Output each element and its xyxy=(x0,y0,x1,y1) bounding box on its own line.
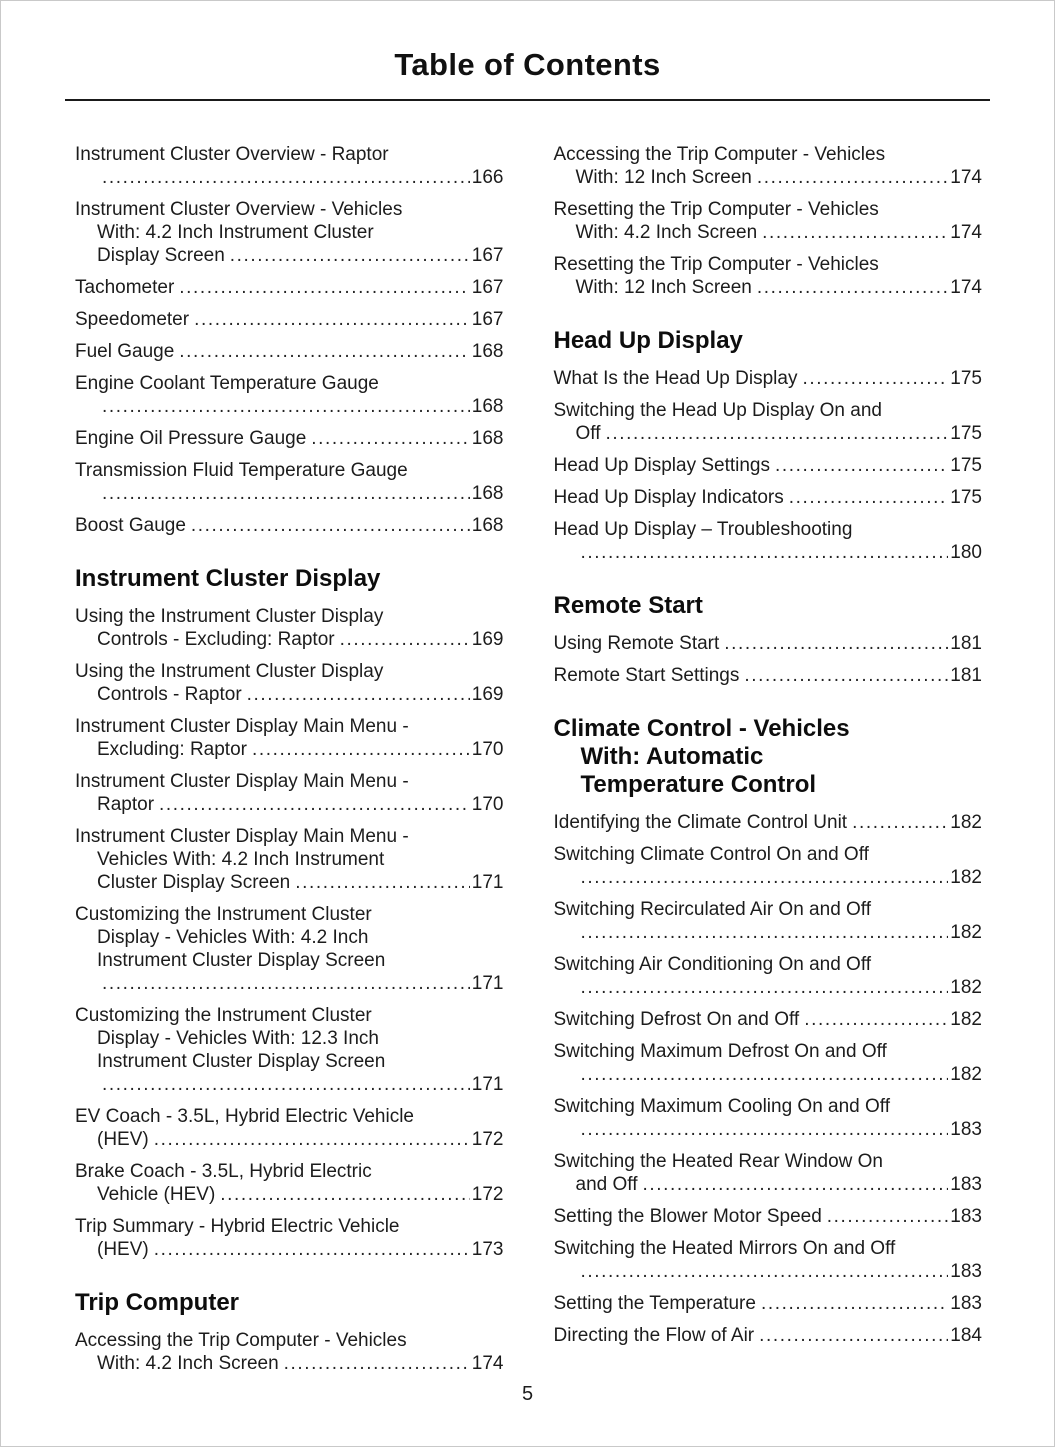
dot-leader xyxy=(340,628,470,651)
toc-entry-page: 182 xyxy=(950,1064,982,1085)
dot-leader xyxy=(744,664,948,687)
toc-entry-page: 167 xyxy=(471,245,504,266)
dot-leader xyxy=(102,1073,470,1096)
dot-leader xyxy=(775,454,948,477)
toc-entry-page: 174 xyxy=(950,167,982,188)
toc-entry-text: Setting the Blower Motor Speed xyxy=(553,1206,822,1227)
toc-entry-text: Vehicle (HEV) xyxy=(97,1184,216,1205)
toc-entry[interactable] xyxy=(75,427,504,450)
toc-entry-page: 167 xyxy=(471,309,504,330)
toc-entry-text: Accessing the Trip Computer - Vehicles xyxy=(75,1330,407,1351)
toc-entry-last-line xyxy=(75,1183,504,1206)
dot-leader xyxy=(154,1128,470,1151)
toc-entry-last-line xyxy=(554,866,983,889)
toc-entry-page: 168 xyxy=(471,483,504,504)
dot-leader xyxy=(179,340,470,363)
toc-entry[interactable] xyxy=(75,1160,504,1206)
toc-entry[interactable] xyxy=(554,898,983,944)
toc-entry-page: 182 xyxy=(950,812,982,833)
dot-leader xyxy=(102,395,470,418)
toc-entry[interactable] xyxy=(554,518,983,564)
toc-entry[interactable] xyxy=(554,664,983,687)
toc-entry[interactable] xyxy=(554,399,983,445)
toc-entry-last-line xyxy=(75,340,504,363)
section-heading-line: Climate Control - Vehicles xyxy=(553,715,850,742)
dot-leader xyxy=(220,1183,470,1206)
dot-leader xyxy=(581,1260,949,1283)
toc-entry-last-line xyxy=(554,367,983,390)
toc-entry-last-line xyxy=(75,793,504,816)
dot-leader xyxy=(581,1063,949,1086)
toc-entry-page: 183 xyxy=(950,1174,982,1195)
dot-leader xyxy=(789,486,949,509)
dot-leader xyxy=(581,541,949,564)
toc-entry-last-line xyxy=(75,628,504,651)
toc-entry-text: Using the Instrument Cluster Display xyxy=(75,606,384,627)
toc-entry[interactable] xyxy=(75,340,504,363)
toc-entry[interactable] xyxy=(75,605,504,651)
toc-entry-last-line xyxy=(75,1128,504,1151)
toc-entry-text: Brake Coach - 3.5L, Hybrid Electric xyxy=(75,1161,372,1182)
toc-entry-text: Fuel Gauge xyxy=(75,341,175,362)
toc-entry[interactable] xyxy=(75,770,504,816)
toc-entry[interactable] xyxy=(554,486,983,509)
toc-entry-page: 167 xyxy=(471,277,504,298)
toc-entry-text: Setting the Temperature xyxy=(553,1293,756,1314)
toc-entry-page: 175 xyxy=(950,487,982,508)
dot-leader xyxy=(102,972,470,995)
toc-entry-text: With: 12 Inch Screen xyxy=(575,167,752,188)
dot-leader xyxy=(581,976,949,999)
toc-entry[interactable] xyxy=(75,1105,504,1151)
toc-entry[interactable] xyxy=(554,367,983,390)
toc-entry[interactable] xyxy=(554,1205,983,1228)
toc-entry-text: Switching Maximum Defrost On and Off xyxy=(553,1041,887,1062)
toc-entry-last-line xyxy=(554,1118,983,1141)
toc-entry[interactable] xyxy=(554,1237,983,1283)
toc-entry-page: 175 xyxy=(950,455,982,476)
toc-entry-last-line xyxy=(554,541,983,564)
section-heading xyxy=(554,715,983,799)
toc-entry-page: 183 xyxy=(950,1261,982,1282)
toc-entry-text: Switching Climate Control On and Off xyxy=(553,844,869,865)
toc-entry-text: Instrument Cluster Display Main Menu - xyxy=(75,716,409,737)
section-heading-line: Head Up Display xyxy=(553,327,743,354)
toc-entry-page: 182 xyxy=(950,977,982,998)
dot-leader xyxy=(179,276,470,299)
toc-entry-text: With: 12 Inch Screen xyxy=(575,277,752,298)
toc-entry-text: Switching Air Conditioning On and Off xyxy=(553,954,872,975)
toc-entry[interactable] xyxy=(554,632,983,655)
toc-entry-last-line xyxy=(554,1205,983,1228)
toc-entry[interactable] xyxy=(75,372,504,418)
toc-column-right xyxy=(554,143,983,1356)
toc-entry-page: 170 xyxy=(471,739,504,760)
toc-column-left xyxy=(75,143,504,1384)
toc-entry-last-line xyxy=(554,1173,983,1196)
toc-entry-page: 183 xyxy=(950,1206,982,1227)
toc-entry[interactable] xyxy=(554,253,983,299)
dot-leader xyxy=(311,427,470,450)
toc-entry-text: Switching Recirculated Air On and Off xyxy=(553,899,872,920)
dot-leader xyxy=(247,683,470,706)
toc-entry-last-line xyxy=(554,1292,983,1315)
toc-entry-page: 172 xyxy=(471,1184,504,1205)
toc-entry-page: 174 xyxy=(950,222,982,243)
dot-leader xyxy=(724,632,948,655)
toc-entry[interactable] xyxy=(554,1324,983,1347)
toc-entry-text: Instrument Cluster Overview - Raptor xyxy=(75,144,389,165)
toc-entry-last-line xyxy=(554,921,983,944)
toc-entry-text: and Off xyxy=(575,1174,638,1195)
toc-entry-last-line xyxy=(554,486,983,509)
toc-entry[interactable] xyxy=(554,1095,983,1141)
toc-entry[interactable] xyxy=(554,1040,983,1086)
toc-entry-text: Remote Start Settings xyxy=(553,665,740,686)
dot-leader xyxy=(606,422,949,445)
toc-entry-page: 175 xyxy=(950,423,982,444)
toc-entry-last-line xyxy=(75,871,504,894)
dot-leader xyxy=(295,871,470,894)
toc-entry-text: Excluding: Raptor xyxy=(97,739,247,760)
toc-entry[interactable] xyxy=(554,953,983,999)
toc-entry-page: 169 xyxy=(471,629,504,650)
dot-leader xyxy=(762,221,948,244)
toc-entry-page: 171 xyxy=(471,872,504,893)
toc-entry-text: Instrument Cluster Display Screen xyxy=(97,1051,386,1072)
dot-leader xyxy=(191,514,470,537)
dot-leader xyxy=(804,1008,948,1031)
dot-leader xyxy=(581,1118,949,1141)
toc-entry[interactable] xyxy=(75,276,504,299)
toc-entry[interactable] xyxy=(554,843,983,889)
toc-entry-last-line xyxy=(554,632,983,655)
toc-entry-text: Display Screen xyxy=(97,245,225,266)
section-heading-line: With: Automatic xyxy=(580,743,764,770)
dot-leader xyxy=(802,367,948,390)
toc-entry-last-line xyxy=(75,244,504,267)
toc-entry-page: 182 xyxy=(950,1009,982,1030)
toc-entry[interactable] xyxy=(554,1008,983,1031)
toc-entry-last-line xyxy=(554,166,983,189)
toc-entry-last-line xyxy=(75,1352,504,1375)
toc-entry-last-line xyxy=(554,811,983,834)
toc-entry-last-line xyxy=(554,221,983,244)
toc-entry-text: Customizing the Instrument Cluster xyxy=(75,904,372,925)
toc-entry-text: Switching the Heated Mirrors On and Off xyxy=(553,1238,896,1259)
toc-entry-last-line xyxy=(75,276,504,299)
toc-entry-text: (HEV) xyxy=(97,1239,149,1260)
toc-entry-text: Controls - Excluding: Raptor xyxy=(97,629,335,650)
toc-entry[interactable] xyxy=(75,715,504,761)
dot-leader xyxy=(581,921,949,944)
toc-entry-text: Head Up Display Settings xyxy=(553,455,770,476)
toc-entry-page: 169 xyxy=(471,684,504,705)
toc-entry-last-line xyxy=(554,1063,983,1086)
toc-entry-last-line xyxy=(554,976,983,999)
section-heading xyxy=(554,327,983,355)
toc-entry-text: Accessing the Trip Computer - Vehicles xyxy=(553,144,886,165)
toc-entry-text: Boost Gauge xyxy=(75,515,186,536)
section-heading-line: Temperature Control xyxy=(580,771,817,798)
toc-entry[interactable] xyxy=(554,1292,983,1315)
toc-entry-last-line xyxy=(554,276,983,299)
toc-entry-page: 180 xyxy=(950,542,982,563)
toc-entry[interactable] xyxy=(75,308,504,331)
toc-entry[interactable] xyxy=(75,459,504,505)
dot-leader xyxy=(102,166,470,189)
toc-entry[interactable] xyxy=(75,1004,504,1096)
toc-entry-text: Instrument Cluster Display Main Menu - xyxy=(75,826,409,847)
toc-entry[interactable] xyxy=(554,811,983,834)
toc-entry-page: 183 xyxy=(950,1293,982,1314)
toc-entry-text: Switching Defrost On and Off xyxy=(553,1009,800,1030)
toc-entry-text: Speedometer xyxy=(75,309,190,330)
toc-entry-page: 175 xyxy=(950,368,982,389)
dot-leader xyxy=(284,1352,470,1375)
toc-entry-last-line xyxy=(75,683,504,706)
toc-entry-page: 184 xyxy=(950,1325,982,1346)
toc-entry[interactable] xyxy=(75,198,504,267)
toc-entry-page: 181 xyxy=(950,633,982,654)
toc-entry-page: 168 xyxy=(471,428,504,449)
toc-entry-last-line xyxy=(554,664,983,687)
toc-entry-text: Using the Instrument Cluster Display xyxy=(75,661,384,682)
toc-entry[interactable] xyxy=(554,198,983,244)
toc-entry-text: Instrument Cluster Display Screen xyxy=(97,950,386,971)
toc-entry-text: Switching Maximum Cooling On and Off xyxy=(553,1096,891,1117)
toc-entry-text: Resetting the Trip Computer - Vehicles xyxy=(553,254,879,275)
dot-leader xyxy=(230,244,470,267)
dot-leader xyxy=(194,308,470,331)
section-heading xyxy=(75,1289,504,1317)
toc-entry-text: Display - Vehicles With: 12.3 Inch xyxy=(97,1028,379,1049)
toc-entry-text: Engine Oil Pressure Gauge xyxy=(75,428,307,449)
toc-entry-last-line xyxy=(75,308,504,331)
toc-entry-text: Identifying the Climate Control Unit xyxy=(553,812,848,833)
toc-entry[interactable] xyxy=(554,454,983,477)
toc-entry-last-line xyxy=(75,1238,504,1261)
toc-entry-page: 168 xyxy=(471,396,504,417)
toc-entry-last-line xyxy=(554,454,983,477)
toc-entry-text: EV Coach - 3.5L, Hybrid Electric Vehicle xyxy=(75,1106,414,1127)
dot-leader xyxy=(852,811,948,834)
toc-entry-text: Tachometer xyxy=(75,277,175,298)
toc-entry-text: Directing the Flow of Air xyxy=(553,1325,755,1346)
toc-entry-page: 168 xyxy=(471,515,504,536)
toc-entry[interactable] xyxy=(554,143,983,189)
toc-entry-page: 166 xyxy=(471,167,504,188)
toc-entry-text: With: 4.2 Inch Screen xyxy=(575,222,758,243)
section-heading-line: Remote Start xyxy=(553,592,703,619)
toc-entry-text: Cluster Display Screen xyxy=(97,872,291,893)
toc-entry-last-line xyxy=(75,395,504,418)
toc-entry-text: Instrument Cluster Overview - Vehicles xyxy=(75,199,403,220)
toc-entry-page: 181 xyxy=(950,665,982,686)
toc-entry-page: 174 xyxy=(950,277,982,298)
toc-entry-text: Head Up Display Indicators xyxy=(553,487,784,508)
toc-entry-last-line xyxy=(75,482,504,505)
toc-entry-text: With: 4.2 Inch Screen xyxy=(97,1353,279,1374)
toc-entry[interactable] xyxy=(75,825,504,894)
toc-entry[interactable] xyxy=(75,1329,504,1375)
toc-entry-last-line xyxy=(75,514,504,537)
toc-entry-text: Switching the Head Up Display On and xyxy=(553,400,882,421)
toc-entry-text: (HEV) xyxy=(97,1129,149,1150)
toc-entry-last-line xyxy=(554,422,983,445)
toc-entry[interactable] xyxy=(75,514,504,537)
toc-entry-text: Resetting the Trip Computer - Vehicles xyxy=(553,199,879,220)
toc-columns xyxy=(1,101,1054,1384)
toc-entry-text: What Is the Head Up Display xyxy=(553,368,798,389)
toc-entry[interactable] xyxy=(75,660,504,706)
dot-leader xyxy=(154,1238,470,1261)
toc-entry-text: Controls - Raptor xyxy=(97,684,242,705)
section-heading-line: Trip Computer xyxy=(75,1289,240,1316)
toc-entry-page: 171 xyxy=(471,1074,504,1095)
toc-entry-page: 168 xyxy=(471,341,504,362)
toc-entry-text: Off xyxy=(575,423,601,444)
toc-entry-last-line xyxy=(75,427,504,450)
toc-entry[interactable] xyxy=(75,903,504,995)
dot-leader xyxy=(581,866,949,889)
toc-entry-text: Transmission Fluid Temperature Gauge xyxy=(75,460,408,481)
toc-entry-text: Display - Vehicles With: 4.2 Inch xyxy=(97,927,369,948)
page-title: Table of Contents xyxy=(394,47,661,82)
toc-entry-page: 171 xyxy=(471,973,504,994)
dot-leader xyxy=(761,1292,948,1315)
toc-entry[interactable] xyxy=(75,143,504,189)
toc-entry-page: 170 xyxy=(471,794,504,815)
toc-entry-text: Using Remote Start xyxy=(553,633,720,654)
toc-entry-text: Vehicles With: 4.2 Inch Instrument xyxy=(97,849,385,870)
dot-leader xyxy=(252,738,470,761)
toc-entry-last-line xyxy=(75,166,504,189)
toc-entry-page: 174 xyxy=(471,1353,504,1374)
toc-entry-last-line xyxy=(75,1073,504,1096)
toc-entry[interactable] xyxy=(554,1150,983,1196)
toc-entry-text: Trip Summary - Hybrid Electric Vehicle xyxy=(75,1216,400,1237)
toc-entry-page: 172 xyxy=(471,1129,504,1150)
toc-entry-text: Switching the Heated Rear Window On xyxy=(553,1151,883,1172)
section-heading-line: Instrument Cluster Display xyxy=(75,565,381,592)
dot-leader xyxy=(642,1173,948,1196)
toc-entry-text: Head Up Display – Troubleshooting xyxy=(553,519,853,540)
toc-entry-page: 183 xyxy=(950,1119,982,1140)
dot-leader xyxy=(159,793,470,816)
section-heading xyxy=(75,565,504,593)
dot-leader xyxy=(757,166,948,189)
toc-entry-text: With: 4.2 Inch Instrument Cluster xyxy=(97,222,374,243)
toc-entry-text: Customizing the Instrument Cluster xyxy=(75,1005,372,1026)
toc-entry-last-line xyxy=(75,738,504,761)
page-number: 5 xyxy=(521,1383,534,1405)
dot-leader xyxy=(757,276,948,299)
toc-entry-text: Instrument Cluster Display Main Menu - xyxy=(75,771,409,792)
toc-entry-text: Raptor xyxy=(97,794,155,815)
toc-entry-last-line xyxy=(75,972,504,995)
toc-entry-page: 182 xyxy=(950,867,982,888)
dot-leader xyxy=(759,1324,948,1347)
dot-leader xyxy=(102,482,470,505)
dot-leader xyxy=(827,1205,949,1228)
toc-entry-last-line xyxy=(554,1260,983,1283)
toc-entry-last-line xyxy=(554,1008,983,1031)
toc-entry[interactable] xyxy=(75,1215,504,1261)
section-heading xyxy=(554,592,983,620)
toc-entry-page: 173 xyxy=(471,1239,504,1260)
toc-entry-last-line xyxy=(554,1324,983,1347)
toc-entry-text: Engine Coolant Temperature Gauge xyxy=(75,373,379,394)
toc-entry-page: 182 xyxy=(950,922,982,943)
